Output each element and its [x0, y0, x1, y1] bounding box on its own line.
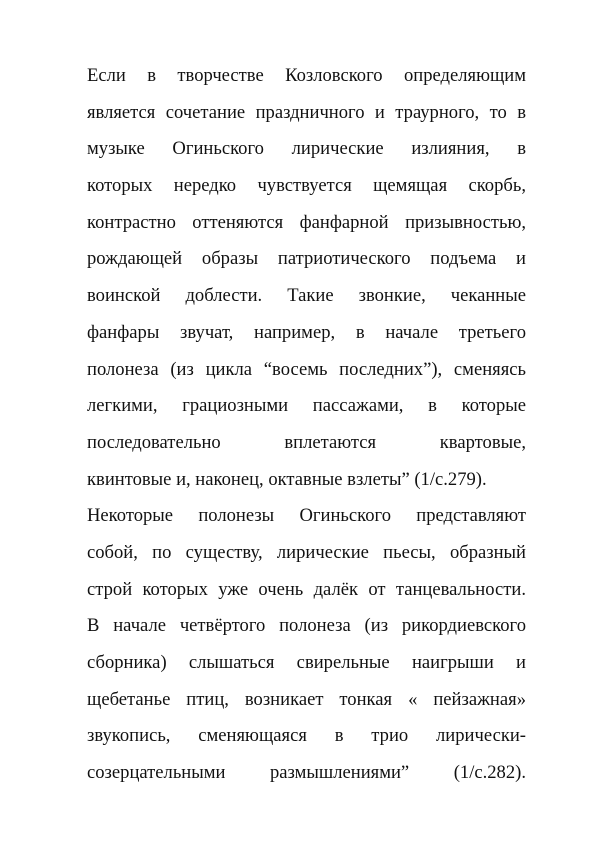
text-line: Если в творчестве Козловского определяющим [87, 65, 526, 86]
body-text [87, 58, 526, 792]
text-line: воинской доблести. Такие звонкие, чеканные [87, 285, 526, 307]
text-line: собой, по существу, лирические пьесы, образный [87, 541, 526, 563]
text-line: является сочетание праздничного и траурного, то в [87, 101, 526, 123]
text-line: щебетанье птиц, возникает тонкая « пейзажная» [87, 688, 526, 710]
text-line: В начале четвёртого полонеза (из рикордиевского [87, 615, 526, 637]
text-line: рождающей образы патриотического подъема и [87, 248, 526, 270]
text-line: сборника) слышаться свирельные наигрыши и [87, 652, 526, 673]
text-line: звукопись, сменяющаяся в трио лирически- [87, 725, 526, 747]
text-line: полонеза (из цикла “восемь последних”), сменяясь [87, 358, 526, 380]
text-line: созерцательными размышлениями” (1/с.282). [87, 762, 526, 784]
text-line: строй которых уже очень далёк от танцевальности. [87, 578, 526, 600]
text-line: квинтовые и, наконец, октавные взлеты” (1/с.279). [87, 468, 487, 490]
text-line: контрастно оттеняются фанфарной призывностью, [87, 211, 526, 233]
text-line: легкими, грациозными пассажами, в которые [87, 395, 526, 417]
text-line: которых нередко чувствуется щемящая скорбь, [87, 175, 526, 197]
text-line: Некоторые полонезы Огиньского представляют [87, 505, 526, 527]
text-line: фанфары звучат, например, в начале третьего [87, 321, 526, 343]
text-line: последовательно вплетаются квартовые, [87, 431, 526, 453]
text-line: музыке Огиньского лирические излияния, в [87, 138, 526, 160]
